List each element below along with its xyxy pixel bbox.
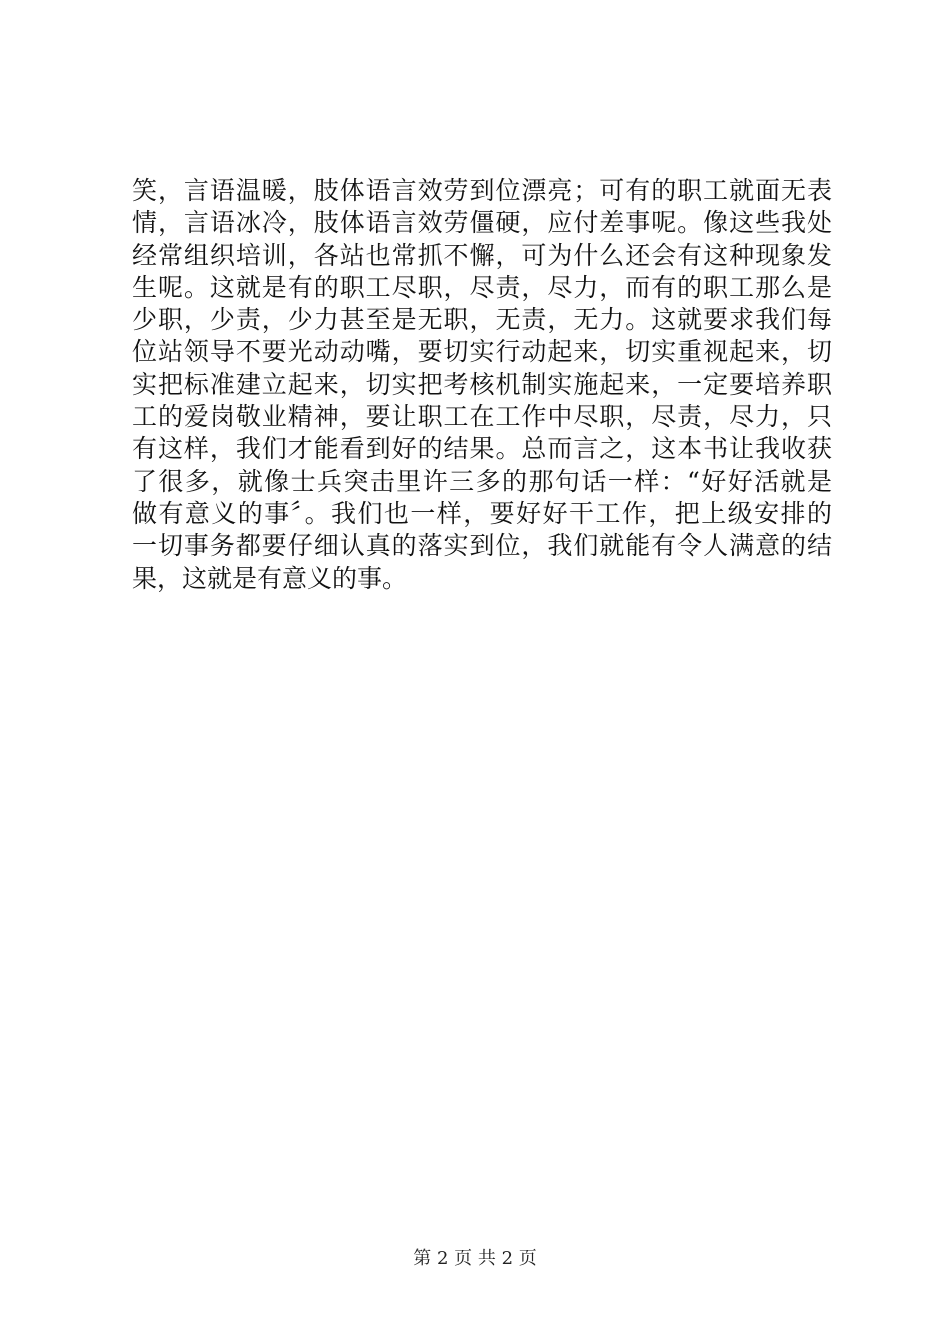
text-line: 了很多，就像士兵突击里许三多的那句话一样：“好好活就是 [132, 466, 832, 496]
text-line: 工的爱岗敬业精神，要让职工在工作中尽职，尽责，尽力，只 [132, 402, 832, 432]
text-line: 做有意义的事〞。我们也一样，要好好干工作，把上级安排的 [132, 498, 832, 528]
text-line: 一切事务都要仔细认真的落实到位，我们就能有令人满意的结 [132, 531, 832, 561]
page-number-footer: 第 2 页 共 2 页 [413, 1248, 537, 1269]
text-line: 少职，少责，少力甚至是无职，无责，无力。这就要求我们每 [132, 305, 832, 335]
text-line: 笑，言语温暖，肢体语言效劳到位漂亮；可有的职工就面无表 [132, 176, 832, 205]
text-line: 果，这就是有意义的事。 [132, 563, 408, 593]
text-line: 有这样，我们才能看到好的结果。总而言之，这本书让我收获 [132, 434, 832, 464]
text-line: 位站领导不要光动动嘴，要切实行动起来，切实重视起来，切 [132, 337, 832, 367]
text-line: 情，言语冰冷，肢体语言效劳僵硬，应付差事呢。像这些我处 [132, 208, 832, 238]
text-line: 经常组织培训，各站也常抓不懈，可为什么还会有这种现象发 [132, 240, 832, 270]
text-line: 生呢。这就是有的职工尽职，尽责，尽力，而有的职工那么是 [132, 272, 832, 302]
body-paragraph [132, 175, 832, 595]
text-line: 实把标准建立起来，切实把考核机制实施起来，一定要培养职 [132, 369, 832, 399]
